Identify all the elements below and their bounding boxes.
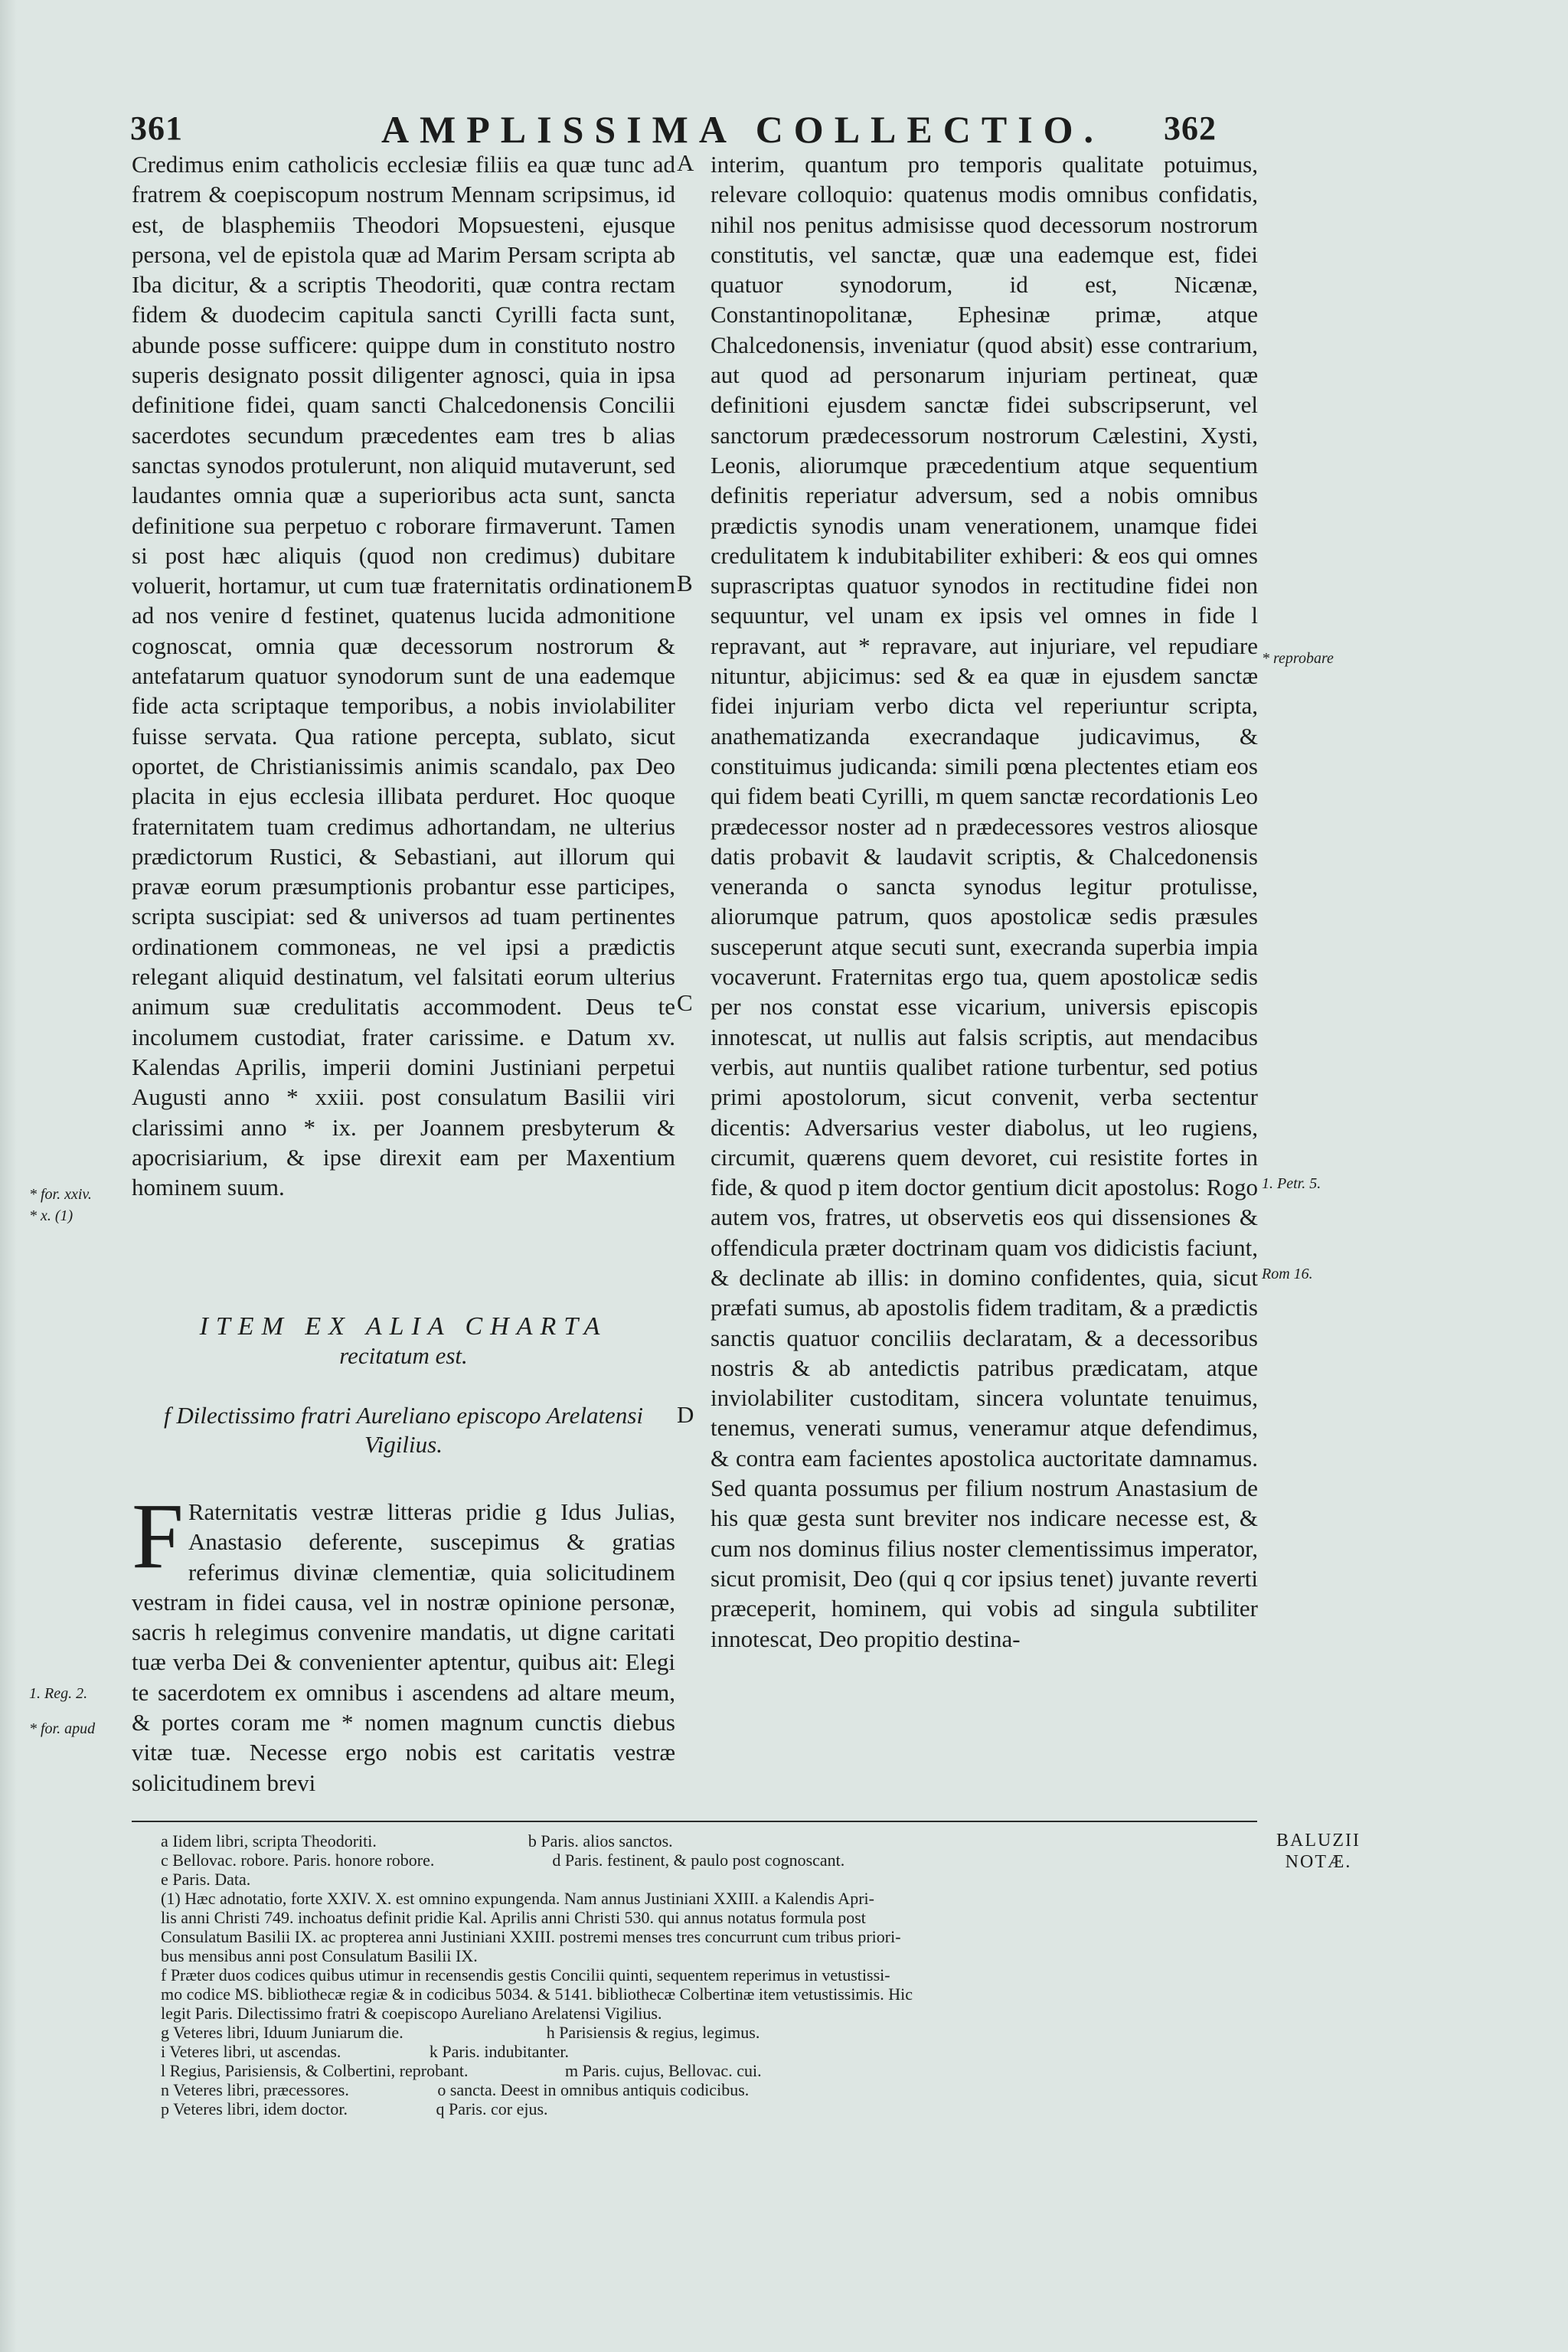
footnote-line: g Veteres libri, Iduum Juniarum die. h Parisiensis & regius, legimus. [161, 2023, 760, 2042]
footnote-line: a Iidem libri, scripta Theodoriti. b Paris. alios sanctos. [161, 1831, 673, 1851]
right-column-text [710, 149, 1258, 1654]
margin-note-right: 1. Petr. 5. [1262, 1175, 1321, 1192]
section-subheading: recitatum est. [339, 1342, 468, 1369]
footnote-line: e Paris. Data. [161, 1870, 251, 1889]
margin-note-right: Rom 16. [1262, 1266, 1313, 1282]
footnote-line: Consulatum Basilii IX. ac propterea anni Justiniani XXIII. postremi menses tres concurrunt cum tribus priori- [161, 1927, 901, 1946]
footnotes [161, 1831, 1263, 2118]
section-mark-a: A [677, 149, 694, 176]
left-column-paragraph: Credimus enim catholicis ecclesiæ filiis ea quæ tunc ad fratrem & coepiscopum nostrum Mennam scripsimus, id est, de blasphemiis Theodori Mopsuesteni, ejusque persona, vel de epistola quæ ad Marim Persam scripta ab Iba dicitur, & a scriptis Theodoriti, quæ contra rectam fidem & duodecim capitula sancti Cyrilli facta sunt, abunde posse sufficere: quippe dum in constituto nostro superis designato possit diligenter agnosci, quia in ipsa definitione fidei, quam sancti Chalcedonensis Concilii sacerdotes secundum præcedentes eam tres b alias sanctas synodos protulerunt, non aliquid mutaverunt, sed laudantes omnia quæ a superioribus acta sunt, sancta definitione sua perpetuo c roborare firmaverunt. Tamen si post hæc aliquis (quod non credimus) dubitare voluerit, hortamur, ut cum tuæ fraternitatis ordinationem ad nos venire d festinet, quatenus lucida admonitione cognoscat, omnia quæ decessorum nostrorum & antefatarum quatuor synodorum sunt de una eademque fide acta scriptaque temporibus, a nobis inviolabiliter fuisse servata. Qua ratione percepta, sublato, sicut oportet, de Christianissimis animis scandalo, pax Deo placita in ejus ecclesia illibata perduret. Hoc quoque fraternitatem tuam credimus adhortandam, ne ulterius prædictorum Rustici, & Sebastiani, aut illorum qui pravæ eorum præsumptionis probantur esse participes, scripta suscipiat: sed & universos ad tuam pertinentes ordinationem commoneas, ne vel ipsi a prædictis relegant aliquid destinatum, vel falsitati eorum ulterius animum suæ credulitatis accommodent. Deus te incolumem custodiat, frater carissime. e Datum xv. Kalendas Aprilis, imperii domini Justiniani perpetui Augusti anno * xxiii. post consulatum Basilii viri clarissimi anno * ix. per Joannem presbyterum & apocrisiarium, & ipse direxit eam per Maxentium hominem suum. [132, 151, 675, 1201]
footnote-line: (1) Hæc adnotatio, forte XXIV. X. est omnino expungenda. Nam annus Justiniani XXIII. a Kalendis Apri- [161, 1889, 874, 1908]
letter-body-text: Raternitatis vestræ litteras pridie g Idus Julias, Anastasio deferente, suscepimus & gratias referimus divinæ clementiæ, quia solicitudinem vestram in fidei causa, vel in nostræ opinione personæ, sacris h relegimus convenire mandatis, ut digne caritati tuæ verba Dei & convenienter aptentur, quibus ait: Elegi te sacerdotem ex omnibus i ascendens ad altare meum, & portes coram me * nomen magnum cunctis diebus vitæ tuæ. Necesse ergo nobis est caritatis vestræ solicitudinem brevi [132, 1498, 675, 1796]
margin-note-left: 1. Reg. 2. [29, 1685, 88, 1702]
footnote-line: mo codice MS. bibliothecæ regiæ & in codicibus 5034. & 5141. bibliothecæ Colbertinæ item vetustissimis. Hic [161, 1984, 913, 2004]
page-edge [0, 0, 17, 2352]
footnote-line: n Veteres libri, præcessores. o sancta. Deest in omnibus antiquis codicibus. [161, 2080, 750, 2099]
footnote-line: bus mensibus anni post Consulatum Basilii IX. [161, 1946, 478, 1965]
margin-note-left: * for. apud [29, 1720, 96, 1737]
section-mark-b: B [677, 570, 693, 596]
letter-body [132, 1485, 675, 1798]
letter-address: f Dilectissimo fratri Aureliano episcopo Arelatensi Vigilius. [164, 1402, 643, 1458]
notes-divider [132, 1821, 1257, 1822]
section-mark-d: D [677, 1401, 694, 1428]
running-title: AMPLISSIMA COLLECTIO. [381, 108, 1105, 151]
margin-note-left: * x. (1) [29, 1207, 74, 1224]
notes-label-line: BALUZII [1276, 1831, 1361, 1851]
margin-note-left: * for. xxiv. [29, 1186, 92, 1203]
section-mark-c: C [677, 989, 693, 1016]
right-column-paragraph: interim, quantum pro temporis qualitate potuimus, relevare colloquio: quatenus modis omnibus confidatis, nihil nos penitus admisisse quod decessorum nostrorum constitutis, vel sanctæ, quæ una eademque est, fidei quatuor synodorum, id est, Nicænæ, Constantinopolitanæ, Ephesinæ primæ, atque Chalcedonensis, inveniatur (quod absit) esse contrarium, aut quod ad personarum injuriam pertineat, quæ definitioni ejusdem sanctæ fidei subscripserunt, vel sanctorum prædecessorum nostrorum Cælestini, Xysti, Leonis, aliorumque præcedentium atque sequentium definitis reperiatur adversum, sed a nobis omnibus prædictis synodis unam venerationem, unamque fidei credulitatem k indubitabiliter exhiberi: & eos qui omnes suprascriptas quatuor synodos in rectitudine fidei non sequuntur, vel unam ex ipsis vel omnes in fide l repravant, aut * repravare, aut injuriare, vel repudiare nituntur, abjicimus: sed & ea quæ in ejusdem sanctæ fidei injuriam verbo dicta vel reperiuntur scripta, anathematizanda execrandaque judicavimus, & constituimus judicanda: simili pœna plectentes etiam eos qui fidem beati Cyrilli, m quem sanctæ recordationis Leo prædecessor noster ad n prædecessores vestros aliosque datis probavit & laudavit scriptis, & Chalcedonensis veneranda o sancta synodus legitur protulisse, aliorumque patrum, quos apostolicæ sedis præsules susceperunt atque secuti sunt, execranda superbia impia vocaverunt. Fraternitas ergo tua, quem apostolicæ sedis per nos constat esse vicarium, universis episcopis innotescat, ut nullis aut falsis scriptis, aut mendacibus verbis, aut nuntiis qualibet ratione turbentur, sed potius primi apostolorum, sicut convenit, verba sectentur dicentis: Adversarius vester diabolus, ut leo rugiens, circumit, quærens quem devoret, cui resistite fortes in fide, & quod p item doctor gentium dicit apostolus: Rogo autem vos, fratres, ut observetis eos qui dissensiones & offendicula præter doctrinam quam vos didicistis faciunt, & declinate ab illis: in domino confidentes, quia, sicut præfati sumus, ab apostolis fidem traditam, & a prædictis sanctis quatuor conciliis declaratam, & a decessoribus nostris & ab antedictis patribus prædicatam, atque inviolabiliter custoditam, sincera voluntate tenuimus, tenemus, venerati sumus, veneramur atque defendimus, & contra eam facientes apostolica auctoritate damnamus. Sed quanta possumus per filium nostrum Anastasium de his quæ gesta sunt breviter nos indicare necesse est, & cum nos dominus filius noster clementissimus imperator, sicut promisit, Deo (qui q cor ipsius tenet) juvante reverti præceperit, hominem, qui vobis ad singula subtiliter innotescat, Deo propitio destina- [710, 151, 1258, 1652]
notes-label [1265, 1830, 1372, 1873]
footnote-line: c Bellovac. robore. Paris. honore robore. d Paris. festinent, & paulo post cognoscant. [161, 1851, 845, 1870]
footnote-line: f Præter duos codices quibus utimur in recensendis gestis Concilii quinti, sequentem reperimus in vetustissi- [161, 1965, 890, 1984]
footnote-line: legit Paris. Dilectissimo fratri & coepiscopo Aureliano Arelatensi Vigilius. [161, 2004, 662, 2023]
page-number-left: 361 [130, 109, 183, 147]
footnote-line: l Regius, Parisiensis, & Colbertini, reprobant. m Paris. cujus, Bellovac. cui. [161, 2061, 762, 2080]
margin-note-right: * reprobare [1262, 650, 1334, 667]
footnote-line: lis anni Christi 749. inchoatus definit pridie Kal. Aprilis anni Christi 530. qui annus notatus formula post [161, 1908, 866, 1927]
left-column-text [132, 149, 675, 1202]
drop-cap: F [132, 1485, 184, 1588]
section-heading: ITEM EX ALIA CHARTA [199, 1312, 608, 1341]
footnote-line: p Veteres libri, idem doctor. q Paris. cor ejus. [161, 2099, 548, 2118]
footnote-line: i Veteres libri, ut ascendas. k Paris. indubitanter. [161, 2042, 570, 2061]
page-number-right: 362 [1164, 109, 1217, 147]
notes-label-line: NOTÆ. [1285, 1852, 1352, 1872]
